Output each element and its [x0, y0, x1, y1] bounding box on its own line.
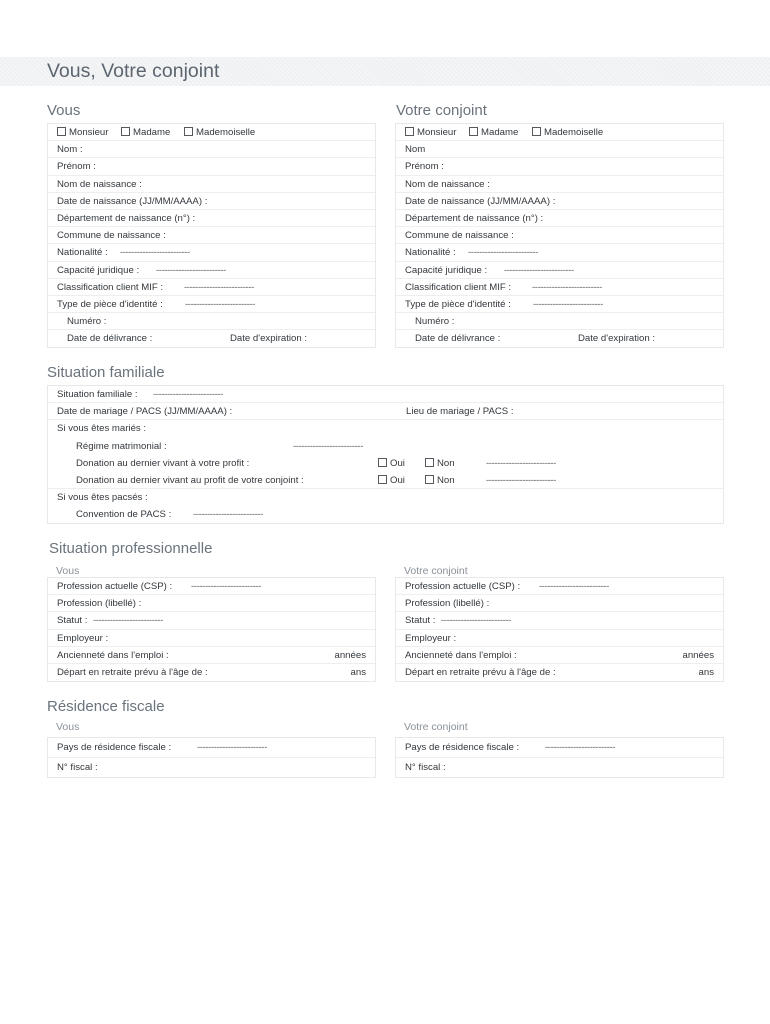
vous-piece-select[interactable]: Type de pièce d'identité : ------------------------- [48, 296, 375, 313]
vous-expiration-field[interactable]: Date d'expiration : [230, 333, 308, 345]
donation-conjoint-oui[interactable]: Oui [378, 472, 405, 489]
checkbox-icon[interactable] [378, 475, 387, 484]
donation-conjoint-non[interactable]: Non [425, 472, 455, 489]
conjoint-expiration-field[interactable]: Date d'expiration : [578, 333, 656, 345]
conjoint-nom-field[interactable]: Nom [396, 141, 723, 158]
situation-familiale-select[interactable]: Situation familiale : ------------------------- [48, 386, 723, 403]
conjoint-section-title: Votre conjoint [396, 102, 487, 119]
conjoint-dates-row [396, 330, 723, 347]
pro-conjoint-csp-select[interactable]: Profession actuelle (CSP) : ------------------------- [396, 578, 723, 595]
conjoint-civility-madame[interactable]: Madame [469, 124, 518, 141]
conjoint-delivrance-field[interactable]: Date de délivrance : [415, 333, 501, 345]
professionnelle-section-title: Situation professionnelle [49, 540, 213, 557]
maries-group [48, 420, 723, 489]
pro-vous-retraite-field[interactable]: Départ en retraite prévu à l'âge de : ans [57, 667, 366, 678]
vous-civility-madame[interactable]: Madame [121, 124, 170, 141]
vous-civility-mademoiselle[interactable]: Mademoiselle [184, 124, 255, 141]
vous-prenom-field[interactable]: Prénom : [48, 158, 375, 175]
pro-conjoint-employeur-field[interactable]: Employeur : [396, 630, 723, 647]
page-title: Vous, Votre conjoint [47, 60, 220, 82]
pro-vous-table [47, 577, 376, 682]
conjoint-numero-field[interactable]: Numéro : [396, 313, 723, 330]
conjoint-piece-select[interactable]: Type de pièce d'identité : ------------------------- [396, 296, 723, 313]
conjoint-civility-row [396, 124, 723, 141]
donation-conjoint-row: Donation au dernier vivant au profit de votre conjoint : Oui Non ------------------------- [48, 472, 723, 489]
fiscale-conjoint-numero-field[interactable]: N° fiscal : [405, 762, 446, 773]
vous-departement-field[interactable]: Département de naissance (n°) : [48, 210, 375, 227]
vous-nationalite-select[interactable]: Nationalité : ------------------------- [48, 244, 375, 261]
checkbox-icon[interactable] [425, 458, 434, 467]
donation-vous-non[interactable]: Non [425, 455, 455, 472]
fiscale-vous-pays-select[interactable]: Pays de résidence fiscale : ------------------------- [48, 738, 375, 758]
checkbox-icon[interactable] [184, 127, 193, 136]
fiscale-conjoint-label: Votre conjoint [404, 721, 468, 733]
vous-commune-field[interactable]: Commune de naissance : [48, 227, 375, 244]
fiscale-vous-numero-field[interactable]: N° fiscal : [57, 762, 98, 773]
vous-capacite-select[interactable]: Capacité juridique : ------------------------- [48, 262, 375, 279]
pro-conjoint-table [395, 577, 724, 682]
convention-pacs-select[interactable]: Convention de PACS : ------------------------- [76, 509, 263, 521]
pro-vous-statut-select[interactable]: Statut : ------------------------- [48, 612, 375, 629]
pro-vous-anciennete-field[interactable]: Ancienneté dans l'emploi : années [48, 647, 375, 664]
conjoint-identity-table [395, 123, 724, 348]
conjoint-civility-mademoiselle[interactable]: Mademoiselle [532, 124, 603, 141]
checkbox-icon[interactable] [378, 458, 387, 467]
lieu-mariage-field[interactable]: Lieu de mariage / PACS : [406, 406, 514, 418]
familiale-table [47, 385, 724, 524]
pro-conjoint-libelle-field[interactable]: Profession (libellé) : [396, 595, 723, 612]
pro-conjoint-retraite-field[interactable]: Départ en retraite prévu à l'âge de : ans [405, 667, 714, 678]
conjoint-departement-field[interactable]: Département de naissance (n°) : [396, 210, 723, 227]
checkbox-icon[interactable] [121, 127, 130, 136]
vous-classification-select[interactable]: Classification client MIF : ------------------------- [48, 279, 375, 296]
fiscale-vous-label: Vous [56, 721, 80, 733]
checkbox-icon[interactable] [532, 127, 541, 136]
fiscale-vous-table [47, 737, 376, 778]
mariage-row [48, 403, 723, 420]
fiscale-conjoint-table [395, 737, 724, 778]
vous-dates-row [48, 330, 375, 347]
conjoint-prenom-field[interactable]: Prénom : [396, 158, 723, 175]
checkbox-icon[interactable] [57, 127, 66, 136]
conjoint-nom-naissance-field[interactable]: Nom de naissance : [396, 176, 723, 193]
vous-section-title: Vous [47, 102, 81, 119]
vous-numero-field[interactable]: Numéro : [48, 313, 375, 330]
si-pacses-label: Si vous êtes pacsés : [57, 492, 148, 504]
pro-conjoint-label: Votre conjoint [404, 565, 468, 577]
conjoint-nationalite-select[interactable]: Nationalité : ------------------------- [396, 244, 723, 261]
conjoint-classification-select[interactable]: Classification client MIF : ------------------------- [396, 279, 723, 296]
pro-vous-csp-select[interactable]: Profession actuelle (CSP) : ------------------------- [48, 578, 375, 595]
regime-select[interactable]: Régime matrimonial : ------------------------- [76, 440, 363, 452]
vous-nom-naissance-field[interactable]: Nom de naissance : [48, 176, 375, 193]
vous-date-naissance-field[interactable]: Date de naissance (JJ/MM/AAAA) : [48, 193, 375, 210]
conjoint-civility-monsieur[interactable]: Monsieur [405, 124, 456, 141]
checkbox-icon[interactable] [405, 127, 414, 136]
fiscale-conjoint-pays-select[interactable]: Pays de résidence fiscale : ------------------------- [396, 738, 723, 758]
pro-conjoint-anciennete-field[interactable]: Ancienneté dans l'emploi : années [396, 647, 723, 664]
donation-vous-row: Donation au dernier vivant à votre profit : Oui Non ------------------------- [48, 455, 723, 472]
vous-civility-row [48, 124, 375, 141]
date-mariage-field[interactable]: Date de mariage / PACS (JJ/MM/AAAA) : [57, 406, 233, 418]
fiscale-section-title: Résidence fiscale [47, 698, 165, 715]
vous-nom-field[interactable]: Nom : [48, 141, 375, 158]
vous-identity-table [47, 123, 376, 348]
vous-civility-monsieur[interactable]: Monsieur [57, 124, 108, 141]
pro-conjoint-statut-select[interactable]: Statut : ------------------------- [396, 612, 723, 629]
checkbox-icon[interactable] [425, 475, 434, 484]
familiale-section-title: Situation familiale [47, 364, 165, 381]
conjoint-date-naissance-field[interactable]: Date de naissance (JJ/MM/AAAA) : [396, 193, 723, 210]
pro-vous-label: Vous [56, 565, 80, 577]
si-maries-label: Si vous êtes mariés : [57, 423, 147, 435]
vous-delivrance-field[interactable]: Date de délivrance : [67, 333, 153, 345]
pro-vous-employeur-field[interactable]: Employeur : [48, 630, 375, 647]
checkbox-icon[interactable] [469, 127, 478, 136]
pro-vous-libelle-field[interactable]: Profession (libellé) : [48, 595, 375, 612]
donation-vous-oui[interactable]: Oui [378, 455, 405, 472]
conjoint-capacite-select[interactable]: Capacité juridique : ------------------------- [396, 262, 723, 279]
conjoint-commune-field[interactable]: Commune de naissance : [396, 227, 723, 244]
